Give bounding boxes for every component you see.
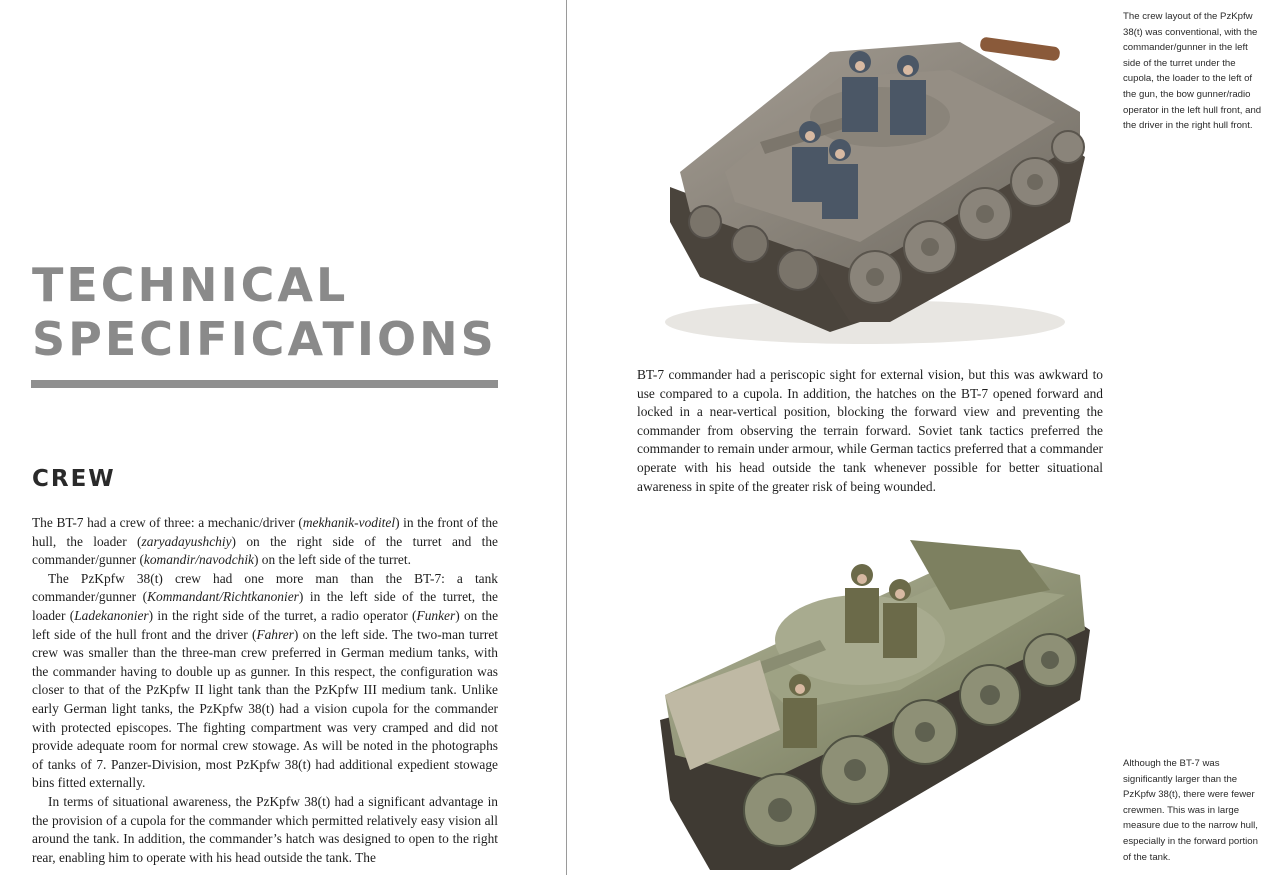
chapter-title-line-2: SPECIFICATIONS [32,312,497,366]
italic-term: zaryadayushchiy [141,533,232,549]
section-heading-crew: CREW [32,466,116,492]
body-paragraph [32,570,498,793]
italic-term: Kommandant/Richtkanonier [147,589,299,605]
page-gutter [566,0,567,875]
body-paragraph [32,514,498,570]
left-body-text [32,514,498,869]
italic-term: Fahrer [256,626,294,642]
bt7-crew-illustration [650,520,1100,875]
pzkpfw-38t-crew-illustration [630,22,1100,352]
italic-term: Ladekanonier [74,607,149,623]
text-run: ) in the front of the hull, the loader ( [32,515,498,549]
chapter-title-line-1: TECHNICAL [32,258,349,312]
chapter-title [32,258,497,366]
caption-bt7: Although the BT-7 was significantly larger than the PzKpfw 38(t), there were fewer crewmen. This was in large measure due to the narrow hull, especially in the forward portion of the tank. [1123,758,1258,863]
text-run: The PzKpfw 38(t) crew had one more man than the BT-7: a tank commander/gunner ( [32,570,498,605]
text-run: ) on the left side. The two-man turret crew was smaller than the three-man crew preferred in German medium tanks, with the commander having to double up as gunner. In this respect, the configuration was closer to that of the PzKpfw II light tank than the PzKpfw III medium tank. Unlike early German light tanks, the PzKpfw 38(t) had a vision cupola for the commander with protected episcopes. The fighting compartment was very cramped and did not provide adequate room for normal crew stowage. As will be noted in the photographs of tanks of 7. Panzer-Division, most PzKpfw 38(t) had additional expedient stowage bins fitted externally. [32,626,498,791]
text-run: ) on the left side of the turret. [254,552,411,568]
text-run: ) in the right side of the turret, a radio operator ( [148,607,417,623]
right-body-text: BT-7 commander had a periscopic sight for external vision, but this was awkward to use compared to a cupola. In addition, the hatches on the BT-7 opened forward and locked in a near-vertical position, blocking the forward view and preventing the commander from observing the terrain forward. Soviet tank tactics preferred the commander to remain under armour, while German tactics preferred that a commander operate with his head outside the tank whenever possible for better situational awareness in spite of the greater risk of being wounded. [637,367,1103,494]
body-paragraph [32,793,498,867]
italic-term: mekhanik-voditel [302,515,396,530]
text-run: The BT-7 had a crew of three: a mechanic/driver ( [32,515,303,530]
text-run: ) on the left side of the hull front and the driver ( [32,607,498,642]
caption-pzkpfw-38t: The crew layout of the PzKpfw 38(t) was conventional, with the commander/gunner in the left side of the turret under the cupola, the loader to the left of the gun, the bow gunner/radio operator in the left hull front, and the driver in the right hull front. [1123,11,1262,132]
text-run: ) in the left side of the turret, the loader ( [32,589,498,623]
italic-term: komandir/navodchik [143,552,254,568]
text-run: In terms of situational awareness, the PzKpfw 38(t) had a significant advantage in the provision of a cupola for the commander which permitted relatively easy vision all around the tank. In addition, the commander’s hatch was designed to open to the right rear, enabling him to operate with his head outside the tank. The [32,793,498,865]
title-rule [31,380,498,388]
text-run: ) on the right side of the turret and the commander/gunner ( [32,533,498,568]
italic-term: Funker [416,607,456,623]
